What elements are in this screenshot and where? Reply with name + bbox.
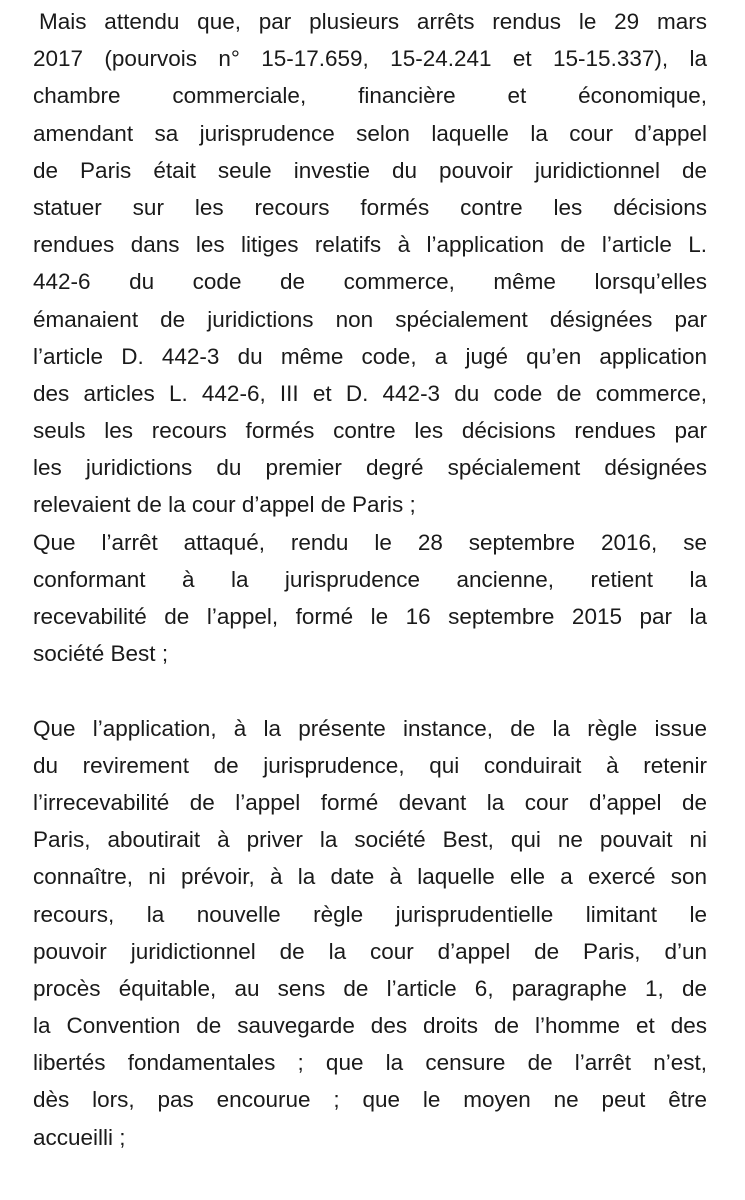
text-line: conformant à la jurisprudence ancienne, retient la bbox=[33, 566, 707, 592]
text-line: 442-6 du code de commerce, même lorsqu’elles bbox=[33, 269, 707, 295]
text-line: recevabilité de l’appel, formé le 16 septembre 2015 par la bbox=[33, 604, 707, 629]
text-line: du revirement de jurisprudence, qui conduirait à retenir bbox=[33, 752, 707, 778]
paragraph-2 bbox=[33, 524, 707, 673]
text-line: Que l’application, à la présente instance, de la règle issue bbox=[33, 715, 707, 741]
document-body bbox=[33, 0, 707, 1156]
text-line: statuer sur les recours formés contre les décisions bbox=[33, 194, 707, 220]
text-line: pouvoir juridictionnel de la cour d’appel de Paris, d’un bbox=[33, 938, 707, 964]
text-line: relevaient de la cour d’appel de Paris ; bbox=[33, 492, 416, 518]
text-line: amendant sa jurisprudence selon laquelle la cour d’appel bbox=[33, 120, 707, 146]
text-line: Paris, aboutirait à priver la société Best, qui ne pouvait ni bbox=[33, 827, 707, 853]
text-line: Que l’arrêt attaqué, rendu le 28 septembre 2016, se bbox=[33, 529, 707, 555]
paragraph-gap bbox=[33, 672, 707, 709]
text-line: l’article D. 442-3 du même code, a jugé qu’en application bbox=[33, 343, 707, 369]
text-line: dès lors, pas encourue ; que le moyen ne peut être bbox=[33, 1087, 707, 1113]
text-line: libertés fondamentales ; que la censure de l’arrêt n’est, bbox=[33, 1050, 707, 1076]
text-line: chambre commerciale, financière et économique, bbox=[33, 83, 707, 109]
text-line: la Convention de sauvegarde des droits de l’homme et des bbox=[33, 1013, 707, 1039]
text-line: connaître, ni prévoir, à la date à laquelle elle a exercé son bbox=[33, 864, 707, 890]
text-line: des articles L. 442-6, III et D. 442-3 du code de commerce, bbox=[33, 380, 707, 406]
paragraph-3 bbox=[33, 710, 707, 1156]
paragraph-1 bbox=[33, 0, 707, 524]
text-line: l’irrecevabilité de l’appel formé devant la cour d’appel de bbox=[33, 789, 707, 815]
text-line: émanaient de juridictions non spécialement désignées par bbox=[33, 306, 707, 332]
text-line: rendues dans les litiges relatifs à l’application de l’article L. bbox=[33, 232, 707, 258]
text-line: 2017 (pourvois n° 15-17.659, 15-24.241 et 15-15.337), la bbox=[33, 46, 707, 72]
text-line: société Best ; bbox=[33, 641, 169, 667]
text-line: les juridictions du premier degré spécialement désignées bbox=[33, 455, 707, 481]
text-line: procès équitable, au sens de l’article 6, paragraphe 1, de bbox=[33, 975, 707, 1001]
text-line: recours, la nouvelle règle jurisprudentielle limitant le bbox=[33, 901, 707, 927]
text-line: accueilli ; bbox=[33, 1124, 126, 1150]
text-line: de Paris était seule investie du pouvoir juridictionnel de bbox=[33, 157, 707, 183]
text-line: seuls les recours formés contre les décisions rendues par bbox=[33, 418, 707, 444]
text-line: Mais attendu que, par plusieurs arrêts rendus le 29 mars bbox=[39, 9, 707, 34]
